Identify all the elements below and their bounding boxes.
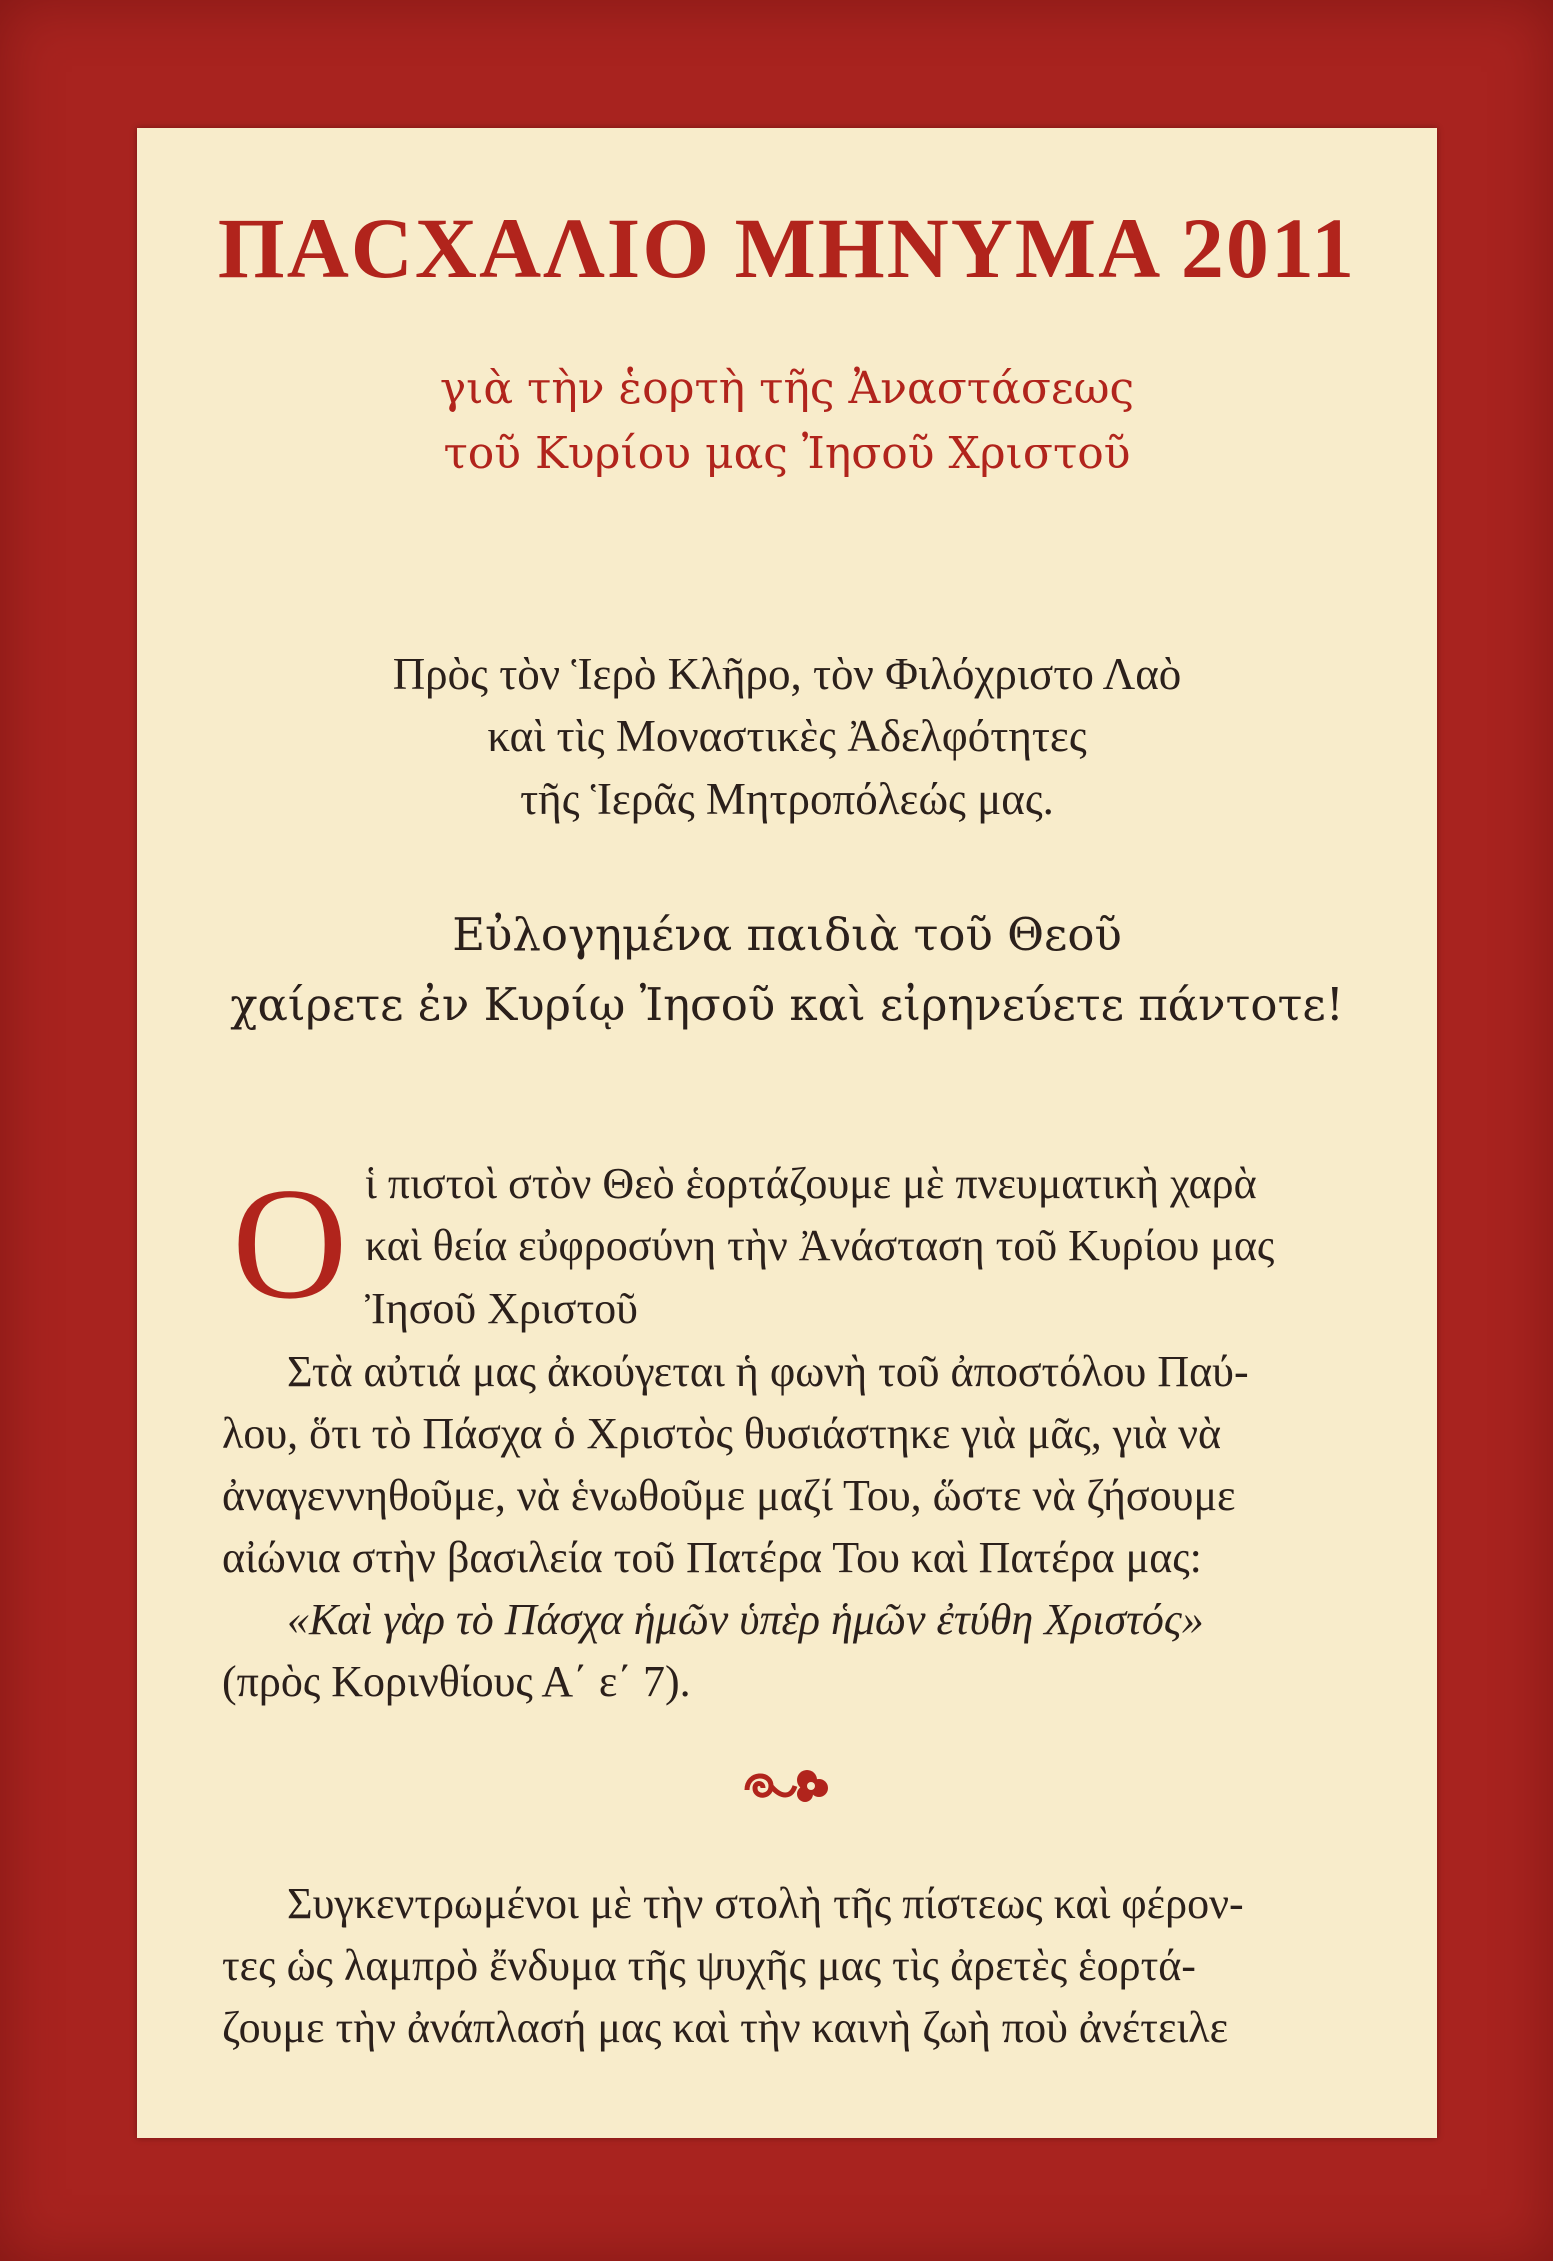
floral-ornament-icon (737, 1758, 837, 1808)
page-title: ΠΑCΧΑΛΙΟ ΜΗΝΥΜΑ 2011 (217, 200, 1357, 296)
scripture-reference: (πρὸς Κορινθίους Α΄ ε΄ 7). (222, 1657, 691, 1706)
paragraph2-line-1: Συγκεντρωμένοι μὲ τὴν στολὴ τῆς πίστεως καὶ φέρον- (287, 1879, 1244, 1928)
address-line-3: τῆς Ἱερᾶς Μητροπόλεώς μας. (520, 774, 1054, 824)
paragraph1-line-3: Ἰησοῦ Χριστοῦ (365, 1284, 638, 1333)
greeting-line-1: Εὐλογημένα παιδιὰ τοῦ Θεοῦ (452, 908, 1122, 961)
document-page (137, 128, 1437, 2138)
paragraph2-line-2: τες ὡς λαμπρὸ ἔνδυμα τῆς ψυχῆς μας τὶς ἀρετὲς ἑορτά- (222, 1941, 1196, 1990)
scripture-quote: «Καὶ γὰρ τὸ Πάσχα ἡμῶν ὑπὲρ ἡμῶν ἐτύθη Χριστός» (287, 1595, 1204, 1644)
paragraph1-line-2: καὶ θεία εὐφροσύνη τὴν Ἀνάσταση τοῦ Κυρίου μας (365, 1221, 1275, 1270)
subtitle-line-2: τοῦ Κυρίου μας Ἰησοῦ Χριστοῦ (443, 428, 1131, 479)
paragraph1-line-7: αἰώνια στὴν βασιλεία τοῦ Πατέρα Του καὶ Πατέρα μας: (222, 1533, 1202, 1582)
greeting-line-2: χαίρετε ἐν Κυρίῳ Ἰησοῦ καὶ εἰρηνεύετε πάντοτε! (230, 978, 1344, 1031)
address-line-2: καὶ τὶς Μοναστικὲς Ἀδελφότητες (487, 711, 1087, 761)
paragraph1-line-5: λου, ὅτι τὸ Πάσχα ὁ Χριστὸς θυσιάστηκε γιὰ μᾶς, γιὰ νὰ (222, 1409, 1222, 1458)
address-line-1: Πρὸς τὸν Ἱερὸ Κλῆρο, τὸν Φιλόχριστο Λαὸ (392, 649, 1182, 699)
paragraph2-line-3: ζουμε τὴν ἀνάπλασή μας καὶ τὴν καινὴ ζωὴ ποὺ ἀνέτειλε (222, 2003, 1229, 2052)
paragraph1-line-6: ἀναγεννηθοῦμε, νὰ ἑνωθοῦμε μαζί Του, ὥστε νὰ ζήσουμε (222, 1471, 1236, 1520)
paragraph1-line-4: Στὰ αὐτιά μας ἀκούγεται ἡ φωνὴ τοῦ ἀποστόλου Παύ- (287, 1347, 1249, 1396)
paragraph1-line-1: ἱ πιστοὶ στὸν Θεὸ ἑορτάζουμε μὲ πνευματικὴ χαρὰ (365, 1159, 1257, 1208)
drop-cap: Ο (232, 1154, 348, 1332)
subtitle-line-1: γιὰ τὴν ἑορτὴ τῆς Ἀναστάσεως (439, 363, 1135, 414)
